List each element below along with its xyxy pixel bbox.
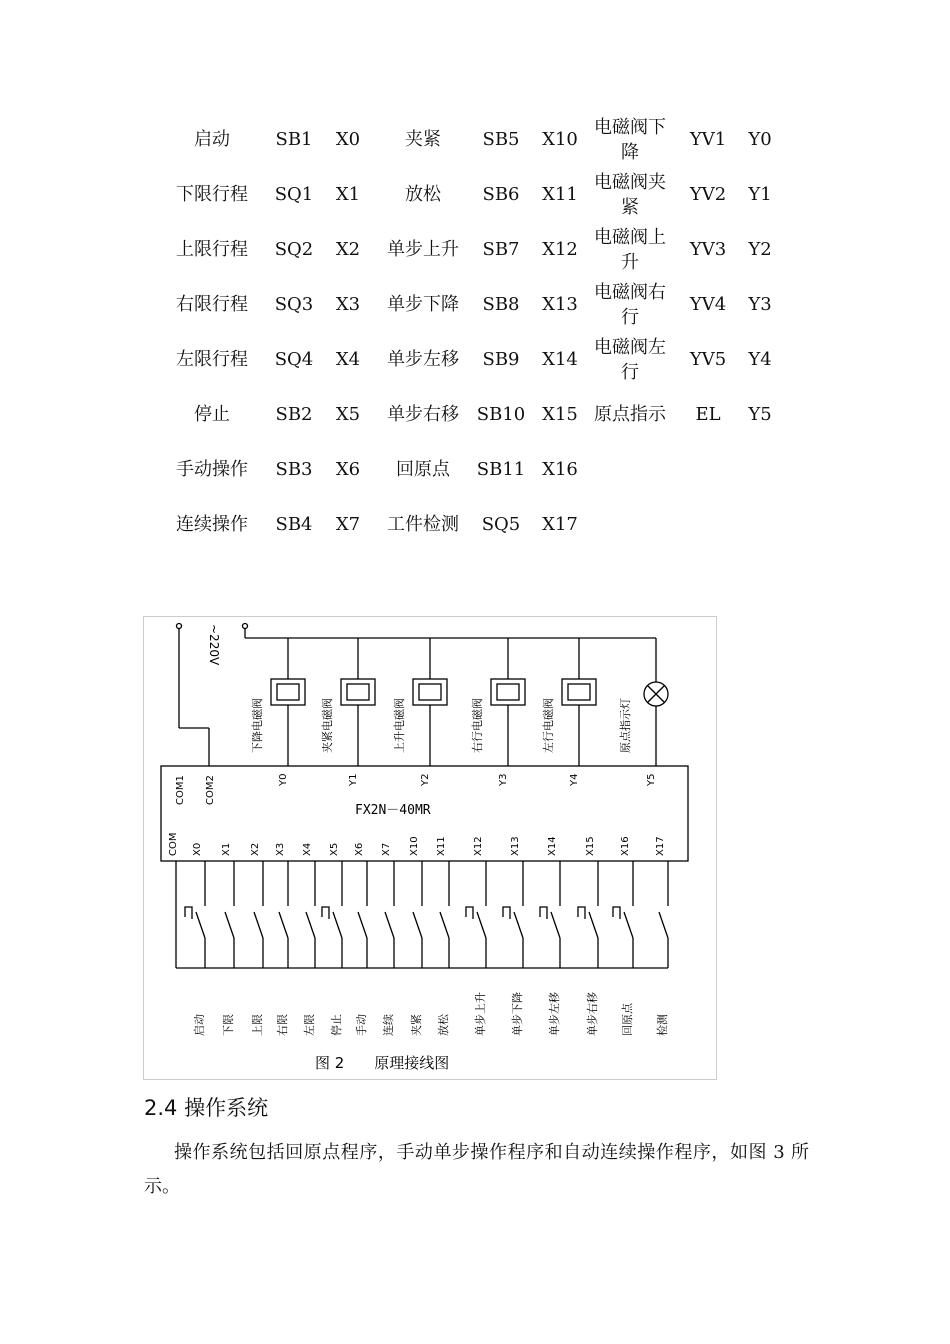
switch-blade	[659, 912, 668, 938]
pushbutton-icon	[185, 907, 192, 919]
output-terminal-label: Y4	[569, 773, 580, 786]
input-terminal-label: X12	[473, 836, 484, 856]
input-terminal-label: X14	[547, 836, 558, 856]
io-cell: X15	[542, 404, 578, 425]
io-row	[160, 112, 772, 167]
solenoid-coil-core	[419, 684, 441, 700]
input-label: 夹紧	[410, 1014, 423, 1036]
io-cell: Y0	[748, 129, 772, 150]
pushbutton-icon	[613, 907, 620, 919]
solenoid-coil-core	[568, 684, 590, 700]
io-cell: SB7	[482, 239, 520, 260]
load-label: 下降电磁阀	[251, 698, 264, 753]
io-cell	[592, 442, 668, 497]
output-terminal-label: Y0	[278, 773, 289, 786]
input-label: 右限	[276, 1014, 289, 1036]
switch-blade	[358, 912, 367, 938]
output-terminal-label: Y1	[348, 773, 359, 786]
io-cell: SB8	[482, 294, 520, 315]
io-cell: 夹紧	[405, 129, 441, 150]
io-cell: SQ5	[481, 514, 521, 535]
io-cell: 工件检测	[387, 514, 459, 535]
switch-blade	[624, 912, 633, 938]
io-cell: 连续操作	[176, 514, 248, 535]
io-cell: 单步下降	[387, 294, 459, 315]
io-cell: 上限行程	[176, 239, 248, 260]
switch-blade	[514, 912, 523, 938]
io-cell	[592, 277, 668, 332]
pushbutton-icon	[503, 907, 510, 919]
switch-blade	[306, 912, 315, 938]
solenoid-coil-icon	[562, 679, 596, 705]
plc-model-label: FX2N－40MR	[355, 803, 431, 818]
io-cell	[592, 387, 668, 442]
output-terminal-label: Y5	[646, 773, 657, 786]
io-cell: SB5	[482, 129, 520, 150]
io-cell-text: 电磁阀下降	[594, 116, 666, 163]
io-cell: X17	[542, 514, 578, 535]
input-terminal-label: X17	[655, 836, 666, 856]
input-terminal-label: X1	[221, 842, 232, 856]
switch-blade	[413, 912, 422, 938]
input-label: 连续	[382, 1014, 395, 1036]
pushbutton-icon	[540, 907, 547, 919]
load-label: 左行电磁阀	[542, 698, 555, 753]
io-cell-text: 电磁阀夹紧	[594, 171, 666, 218]
supply-label: ~220V	[207, 624, 221, 666]
supply-terminal-left	[177, 624, 182, 629]
output-terminal-label: Y3	[498, 773, 509, 786]
pushbutton-icon	[578, 907, 585, 919]
switch-blade	[551, 912, 560, 938]
io-cell: X5	[335, 404, 361, 425]
io-row	[160, 497, 772, 552]
io-cell: X11	[542, 184, 578, 205]
input-terminal-label: X2	[250, 842, 261, 856]
io-cell-text: 电磁阀上升	[594, 226, 666, 273]
io-cell: SB11	[476, 459, 526, 480]
io-cell	[592, 332, 668, 387]
input-terminal-label: X7	[381, 842, 392, 856]
input-terminal-label: X10	[409, 836, 420, 856]
input-label: 放松	[437, 1014, 450, 1036]
io-cell	[592, 112, 668, 167]
switch-blade	[225, 912, 234, 938]
input-label: 手动	[355, 1014, 368, 1036]
switch-blade	[333, 912, 342, 938]
io-cell: 启动	[194, 129, 230, 150]
solenoid-coil-core	[347, 684, 369, 700]
input-label: 回原点	[621, 1003, 634, 1036]
io-cell: X12	[542, 239, 578, 260]
input-label: 单步下降	[511, 992, 524, 1036]
wiring-diagram	[143, 616, 718, 1082]
load-label: 上升电磁阀	[393, 698, 406, 753]
io-row	[160, 332, 772, 387]
output-terminal-label: Y2	[420, 773, 431, 786]
input-label: 单步上升	[474, 992, 487, 1036]
io-cell: SB1	[275, 129, 313, 150]
figure-caption: 图 2 原理接线图	[315, 1054, 450, 1072]
io-cell: X13	[542, 294, 578, 315]
input-label: 下限	[222, 1014, 235, 1036]
io-cell: SB6	[482, 184, 520, 205]
io-row	[160, 442, 772, 497]
io-cell: X6	[335, 459, 361, 480]
io-cell: 手动操作	[176, 459, 248, 480]
input-label: 左限	[303, 1014, 316, 1036]
input-terminal-label: X0	[192, 842, 203, 856]
io-cell	[592, 167, 668, 222]
io-cell	[748, 442, 772, 497]
input-terminal-label: X13	[510, 836, 521, 856]
switch-blade	[477, 912, 486, 938]
solenoid-coil-icon	[413, 679, 447, 705]
pushbutton-icon	[322, 907, 329, 919]
io-cell: X10	[542, 129, 578, 150]
io-cell: Y4	[748, 349, 772, 370]
io-cell-text: 电磁阀右行	[594, 281, 666, 328]
solenoid-coil-core	[277, 684, 299, 700]
input-terminal-label: X15	[585, 836, 596, 856]
io-cell: SQ1	[274, 184, 314, 205]
io-cell: EL	[695, 404, 721, 425]
input-com-label: COM	[168, 832, 179, 856]
io-cell: X2	[335, 239, 361, 260]
com2-label: COM2	[205, 775, 216, 805]
load-label: 原点指示灯	[619, 698, 632, 753]
io-cell: 左限行程	[176, 349, 248, 370]
io-cell: SB3	[275, 459, 313, 480]
io-cell: Y1	[748, 184, 772, 205]
io-cell: SQ2	[274, 239, 314, 260]
io-cell: Y5	[748, 404, 772, 425]
io-cell	[748, 497, 772, 552]
io-cell: X7	[335, 514, 361, 535]
pushbutton-icon	[466, 907, 473, 919]
io-cell: SQ3	[274, 294, 314, 315]
io-cell: 单步左移	[387, 349, 459, 370]
io-cell: 回原点	[396, 459, 450, 480]
input-terminal-label: X11	[436, 836, 447, 856]
io-cell: Y2	[748, 239, 772, 260]
io-cell: 放松	[405, 184, 441, 205]
input-terminal-label: X4	[302, 842, 313, 856]
section-heading: 2.4 操作系统	[144, 1096, 269, 1120]
io-table-body	[160, 112, 772, 552]
io-row	[160, 222, 772, 277]
input-label: 单步右移	[586, 992, 599, 1036]
io-cell-text: 电磁阀左行	[594, 336, 666, 383]
input-label: 上限	[251, 1014, 264, 1036]
io-cell: X0	[335, 129, 361, 150]
input-terminal-label: X5	[329, 842, 340, 856]
io-row	[160, 387, 772, 442]
solenoid-coil-icon	[271, 679, 305, 705]
input-terminal-label: X3	[275, 842, 286, 856]
input-label: 单步左移	[548, 992, 561, 1036]
switch-blade	[196, 912, 205, 938]
switch-blade	[440, 912, 449, 938]
io-cell: SB2	[275, 404, 313, 425]
io-cell: X4	[335, 349, 361, 370]
body-paragraph: 操作系统包括回原点程序，手动单步操作程序和自动连续操作程序，如图 3 所示。	[144, 1142, 809, 1197]
solenoid-coil-core	[497, 684, 519, 700]
io-cell: YV2	[689, 184, 727, 205]
io-assignment-table	[160, 112, 772, 552]
solenoid-coil-icon	[341, 679, 375, 705]
io-cell	[592, 497, 668, 552]
io-cell: 下限行程	[176, 184, 248, 205]
input-label: 停止	[330, 1014, 343, 1036]
switch-blade	[589, 912, 598, 938]
input-label: 检测	[656, 1014, 669, 1036]
input-label: 启动	[193, 1014, 206, 1036]
io-cell: YV5	[689, 349, 727, 370]
io-cell: X1	[335, 184, 361, 205]
io-cell-text: 原点指示	[594, 404, 666, 425]
io-cell: X3	[335, 294, 361, 315]
io-cell: SB4	[275, 514, 313, 535]
io-cell: X14	[542, 349, 578, 370]
input-terminal-label: X6	[354, 842, 365, 856]
io-cell: YV4	[689, 294, 727, 315]
io-cell: SB9	[482, 349, 520, 370]
io-cell: X16	[542, 459, 578, 480]
io-cell	[668, 442, 748, 497]
switch-blade	[279, 912, 288, 938]
switch-blade	[385, 912, 394, 938]
switch-blade	[254, 912, 263, 938]
solenoid-coil-icon	[491, 679, 525, 705]
io-cell: 停止	[194, 404, 230, 425]
io-cell: SB10	[476, 404, 526, 425]
io-cell	[668, 497, 748, 552]
com1-label: COM1	[175, 775, 186, 805]
io-cell: 右限行程	[176, 294, 248, 315]
load-label: 夹紧电磁阀	[321, 698, 334, 753]
io-cell: 单步右移	[387, 404, 459, 425]
io-cell: YV3	[689, 239, 727, 260]
io-cell: YV1	[689, 129, 727, 150]
io-cell	[592, 222, 668, 277]
load-label: 右行电磁阀	[471, 698, 484, 753]
io-row	[160, 277, 772, 332]
io-cell: 单步上升	[387, 239, 459, 260]
io-cell: SQ4	[274, 349, 314, 370]
input-terminal-label: X16	[620, 836, 631, 856]
io-cell: Y3	[748, 294, 772, 315]
supply-terminal-right	[243, 624, 248, 629]
io-row	[160, 167, 772, 222]
